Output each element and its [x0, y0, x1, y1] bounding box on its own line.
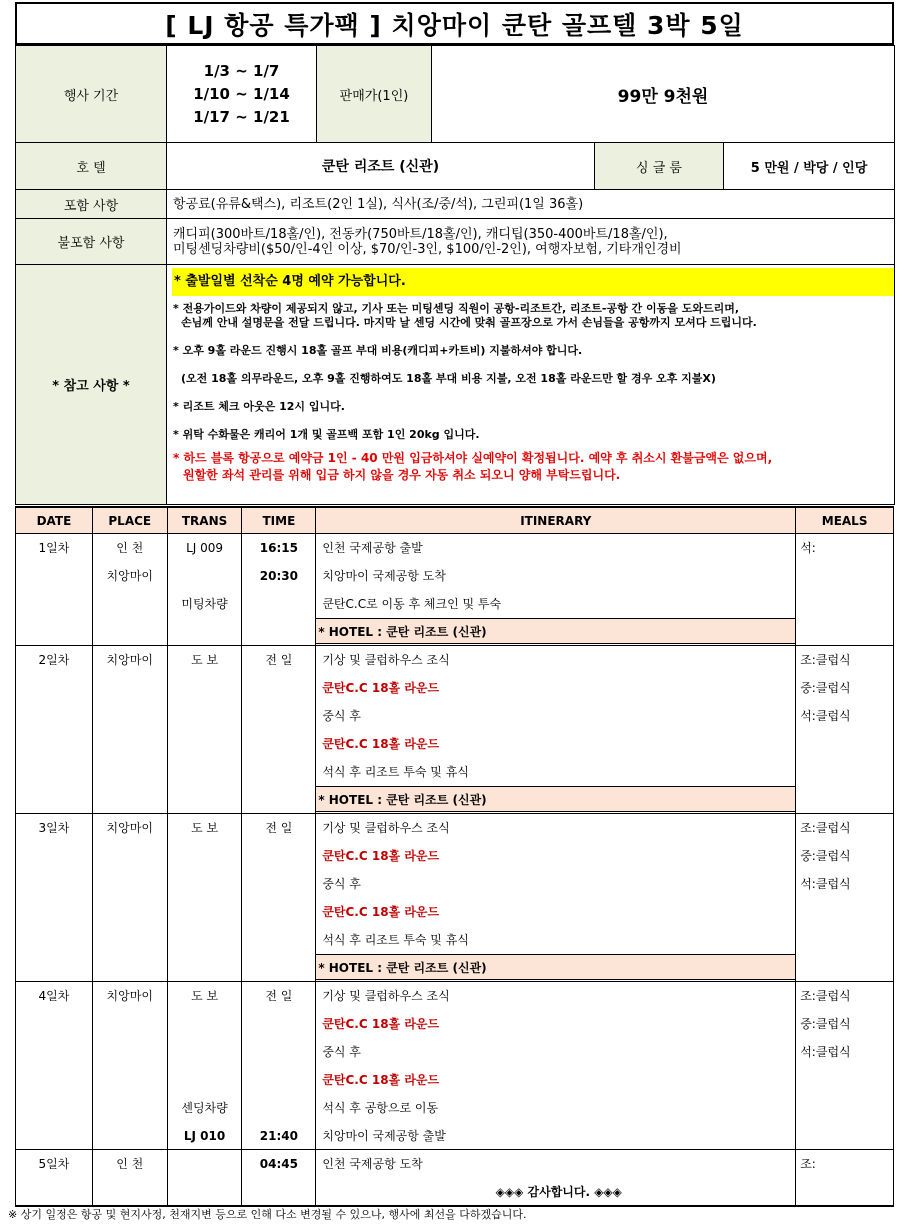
note-guide-line-1: * 전용가이드와 차량이 제공되지 않고, 기사 또는 미팅센딩 직원이 공항-리조트간, 리조트-공항 간 이동을 도와드리며,	[173, 302, 739, 315]
period-3: 1/17 ~ 1/21	[193, 107, 290, 126]
day2-hotel: * HOTEL : 쿤탄 리조트 (신관)	[316, 786, 795, 812]
day2-item-2: 쿤탄C.C 18홀 라운드	[322, 681, 440, 695]
day1-place-2: 치앙마이	[106, 569, 153, 583]
notes-highlight: * 출발일별 선착순 4명 예약 가능합니다.	[172, 268, 894, 296]
day2-place: 치앙마이	[106, 653, 153, 667]
single-room-label: 싱 글 룸	[595, 143, 724, 190]
day-row-4	[16, 982, 893, 1150]
period-1: 1/3 ~ 1/7	[203, 61, 280, 80]
day3-meal-3: 석:클럽식	[800, 877, 851, 891]
period-label: 행사 기간	[16, 46, 167, 143]
day2-time: 전 일	[265, 653, 293, 667]
day2-trans: 도 보	[191, 653, 219, 667]
note-checkout: * 리조트 체크 아웃은 12시 입니다.	[173, 400, 345, 413]
day4-trans-2	[168, 1010, 242, 1038]
day2-meal-1: 조:클럽식	[800, 653, 851, 667]
day2-meal-2: 중:클럽식	[800, 681, 851, 695]
header-time: TIME	[242, 508, 316, 533]
exclude-value	[167, 219, 895, 265]
day3-meal-1: 조:클럽식	[800, 821, 851, 835]
period-2: 1/10 ~ 1/14	[193, 84, 290, 103]
header-date: DATE	[16, 508, 93, 533]
hotel-label: 호 텔	[16, 143, 167, 190]
day2-item-1: 기상 및 클럽하우스 조식	[322, 653, 450, 667]
include-label: 포함 사항	[16, 190, 167, 219]
exclude-label: 불포함 사항	[16, 219, 167, 265]
note-deposit-line-2: 원할한 좌석 관리를 위해 입금 하지 않을 경우 자동 취소 되오니 양해 부탁드립니다.	[183, 468, 621, 482]
day4-trans-6: LJ 010	[183, 1129, 226, 1143]
day2-item-5: 석식 후 리조트 투숙 및 휴식	[322, 765, 469, 779]
day3-time: 전 일	[265, 821, 293, 835]
day3-trans: 도 보	[191, 821, 219, 835]
hotel-value: 쿤탄 리조트 (신관)	[167, 143, 595, 190]
day1-trans-1: LJ 009	[186, 541, 224, 555]
note-guide	[173, 302, 888, 330]
day3-date: 3일차	[38, 821, 70, 835]
day5-place: 인 천	[116, 1157, 144, 1171]
price-value: 99만 9천원	[432, 46, 895, 143]
day-row-1	[16, 534, 893, 646]
itinerary-table	[15, 506, 894, 1207]
day1-time-2: 20:30	[259, 569, 298, 583]
note-baggage: * 위탁 수화물은 캐리어 1개 및 골프백 포함 1인 20kg 입니다.	[173, 428, 480, 441]
exclude-line-2: 미팅센딩차량비($50/인-4인 이상, $70/인-3인, $100/인-2인), 여행자보험, 기타개인경비	[173, 241, 682, 257]
notes-label: * 참고 사항 *	[16, 265, 167, 505]
day4-meal-2: 중:클럽식	[800, 1017, 851, 1031]
day4-item-3: 중식 후	[322, 1045, 361, 1059]
note-afternoon-detail: (오전 18홀 의무라운드, 오후 9홀 진행하여도 18홀 부대 비용 지불, 오전 18홀 라운드만 할 경우 오후 지불X)	[181, 372, 716, 385]
notes-body	[167, 265, 895, 505]
header-itinerary: ITINERARY	[316, 508, 796, 533]
day3-place: 치앙마이	[106, 821, 153, 835]
header-meals: MEALS	[821, 513, 868, 528]
day3-item-1: 기상 및 클럽하우스 조식	[322, 821, 450, 835]
day1-time-1: 16:15	[259, 541, 298, 555]
note-deposit-line-1: * 하드 블록 항공으로 예약금 1인 - 40 만원 입금하셔야 실예약이 확정됩니다. 예약 후 취소시 환불금액은 없으며,	[173, 451, 773, 465]
single-room-price: 5 만원 / 박당 / 인당	[724, 143, 895, 190]
day4-time-4	[242, 1066, 315, 1094]
day4-time-6: 21:40	[259, 1129, 298, 1143]
day-row-5	[16, 1150, 893, 1205]
price-label: 판매가(1인)	[317, 46, 432, 143]
note-afternoon: * 오후 9홀 라운드 진행시 18홀 골프 부대 비용(캐디피+카트비) 지불하셔야 합니다.	[173, 344, 583, 357]
day3-item-3: 중식 후	[322, 877, 361, 891]
package-sheet	[15, 2, 894, 505]
day1-place-1: 인 천	[116, 541, 144, 555]
day5-date: 5일차	[38, 1157, 70, 1171]
day3-item-4: 쿤탄C.C 18홀 라운드	[322, 905, 440, 919]
day5-meal: 조:	[800, 1157, 816, 1171]
day4-time-5	[242, 1094, 315, 1122]
day1-item-1: 인천 국제공항 출발	[322, 541, 423, 555]
page-title: [ LJ 항공 특가팩 ] 치앙마이 쿤탄 골프텔 3박 5일	[15, 2, 894, 45]
day2-item-4: 쿤탄C.C 18홀 라운드	[322, 737, 440, 751]
day1-item-3: 쿤탄C.C로 이동 후 체크인 및 투숙	[322, 597, 502, 611]
info-table	[15, 45, 895, 505]
include-value: 항공료(유류&택스), 리조트(2인 1실), 식사(조/중/석), 그린피(1일 36홀)	[167, 190, 895, 219]
day4-place: 치앙마이	[106, 989, 153, 1003]
day4-date: 4일차	[38, 989, 70, 1003]
day1-date: 1일차	[38, 541, 70, 555]
day-row-2	[16, 646, 893, 814]
day4-item-5: 석식 후 공항으로 이동	[322, 1101, 439, 1115]
day4-time-3	[242, 1038, 315, 1066]
exclude-line-1: 캐디피(300바트/18홀/인), 전동카(750바트/18홀/인), 캐디팁(350-400바트/18홀/인),	[173, 226, 668, 242]
day4-trans-1: 도 보	[191, 989, 219, 1003]
day4-trans-4	[168, 1066, 242, 1094]
note-guide-line-2: 손님께 안내 설명문을 전달 드립니다. 마지막 날 센딩 시간에 맞춰 골프장으로 가서 손님들을 공항까지 모셔다 드립니다.	[181, 316, 757, 329]
day4-item-2: 쿤탄C.C 18홀 라운드	[322, 1017, 440, 1031]
day4-meal-3: 석:클럽식	[800, 1045, 851, 1059]
day1-meal-1: 석:	[800, 541, 816, 555]
day5-time: 04:45	[259, 1157, 298, 1171]
day2-date: 2일차	[38, 653, 70, 667]
day4-meal-1: 조:클럽식	[800, 989, 851, 1003]
day4-time-2	[242, 1010, 315, 1038]
period-values	[167, 46, 317, 143]
day1-trans-2	[168, 562, 242, 590]
day5-item: 인천 국제공항 도착	[322, 1157, 423, 1171]
day1-item-2: 치앙마이 국제공항 도착	[322, 569, 446, 583]
day2-item-3: 중식 후	[322, 709, 361, 723]
day4-item-6: 치앙마이 국제공항 출발	[322, 1129, 446, 1143]
day1-hotel: * HOTEL : 쿤탄 리조트 (신관)	[316, 618, 795, 644]
day4-trans-5: 센딩차량	[181, 1101, 228, 1115]
day1-trans-3: 미팅차량	[181, 597, 228, 611]
header-trans: TRANS	[168, 508, 243, 533]
thanks-text: ◈◈◈ 감사합니다. ◈◈◈	[495, 1185, 622, 1199]
day3-item-2: 쿤탄C.C 18홀 라운드	[322, 849, 440, 863]
day4-item-1: 기상 및 클럽하우스 조식	[322, 989, 450, 1003]
day3-item-5: 석식 후 리조트 투숙 및 휴식	[322, 933, 469, 947]
day4-trans-3	[168, 1038, 242, 1066]
day4-time-1: 전 일	[265, 989, 293, 1003]
day2-meal-3: 석:클럽식	[800, 709, 851, 723]
itinerary-header	[16, 508, 893, 534]
header-place: PLACE	[93, 508, 168, 533]
day3-hotel: * HOTEL : 쿤탄 리조트 (신관)	[316, 954, 795, 980]
footer-note: ※ 상기 일정은 항공 및 현지사정, 천재지변 등으로 인해 다소 변경될 수 있으나, 행사에 최선을 다하겠습니다.	[8, 1208, 527, 1221]
day4-item-4: 쿤탄C.C 18홀 라운드	[322, 1073, 440, 1087]
day3-meal-2: 중:클럽식	[800, 849, 851, 863]
day-row-3	[16, 814, 893, 982]
